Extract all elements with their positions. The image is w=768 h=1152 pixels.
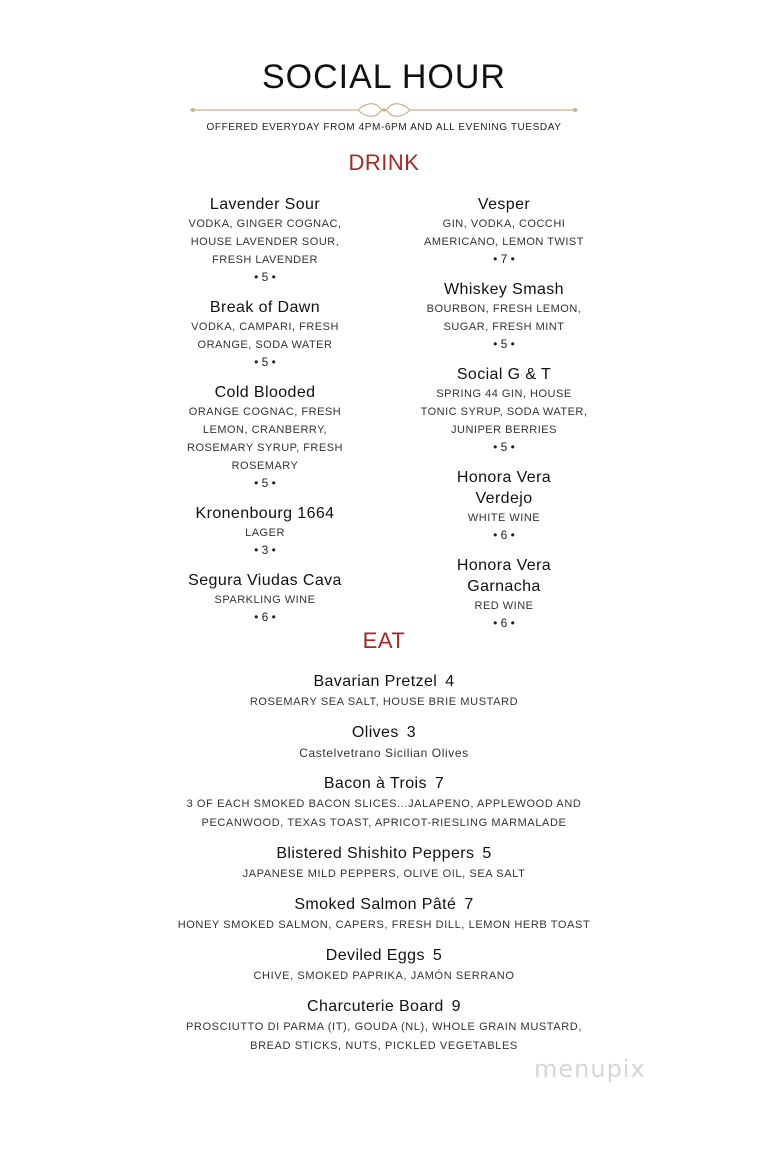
drink-item <box>384 555 624 631</box>
page-title: SOCIAL HOUR <box>261 58 506 96</box>
drink-item <box>384 364 624 455</box>
eat-item-price: 9 <box>451 998 461 1015</box>
drink-description: HOUSE LAVENDER SOUR, <box>190 236 340 248</box>
drink-column-right <box>384 194 624 643</box>
eat-item-price: 4 <box>445 673 455 690</box>
eat-item-title <box>0 774 768 794</box>
drink-name: Honora Vera <box>456 557 552 574</box>
eat-item-description: JAPANESE MILD PEPPERS, OLIVE OIL, SEA SALT <box>242 868 526 880</box>
eat-item-name: Bacon à Trois <box>323 775 427 792</box>
eat-item-description: PROSCIUTTO DI PARMA (IT), GOUDA (NL), WHOLE GRAIN MUSTARD, <box>186 1021 582 1033</box>
eat-item-description: Castelvetrano Sicilian Olives <box>299 746 469 760</box>
eat-item-name: Olives <box>351 724 399 741</box>
eat-list <box>0 672 768 1067</box>
drink-price: • 5 • <box>493 337 515 351</box>
drink-description: AMERICANO, LEMON TWIST <box>424 236 584 248</box>
drink-name: Verdejo <box>475 490 533 507</box>
eat-item-title <box>0 672 768 692</box>
drink-item <box>145 570 385 625</box>
eat-item <box>0 997 768 1055</box>
drink-item <box>384 467 624 543</box>
drink-description: LEMON, CRANBERRY, <box>202 424 328 436</box>
drink-description: GIN, VODKA, COCCHI <box>442 218 566 230</box>
eat-item-price: 7 <box>434 775 445 792</box>
drink-description: WHITE WINE <box>467 512 541 524</box>
eat-item-price: 7 <box>464 896 474 913</box>
drink-description: TONIC SYRUP, SODA WATER, <box>420 406 588 418</box>
drink-price: • 6 • <box>493 528 515 542</box>
eat-heading: EAT <box>362 628 406 653</box>
eat-item-price: 5 <box>482 845 492 862</box>
drink-item <box>145 503 385 558</box>
drink-description: FRESH LAVENDER <box>212 254 318 266</box>
drink-price: • 5 • <box>254 355 276 369</box>
drink-name: Break of Dawn <box>209 299 321 316</box>
drink-heading: DRINK <box>348 150 420 175</box>
eat-item-title <box>0 844 768 864</box>
drink-name: Garnacha <box>467 578 541 595</box>
drink-name: Whiskey Smash <box>444 281 564 298</box>
eat-item-name: Bavarian Pretzel <box>313 673 438 690</box>
drink-price: • 6 • <box>493 616 515 630</box>
drink-name: Social G & T <box>456 366 552 383</box>
hours-note: OFFERED EVERYDAY FROM 4PM-6PM AND ALL EVENING TUESDAY <box>206 122 562 133</box>
drink-item <box>384 194 624 267</box>
drink-description: ORANGE, SODA WATER <box>197 339 333 351</box>
drink-name: Lavender Sour <box>209 196 321 213</box>
eat-item <box>0 774 768 832</box>
drink-name: Kronenbourg 1664 <box>195 505 335 522</box>
drink-description: VODKA, GINGER COGNAC, <box>188 218 342 230</box>
drink-price: • 5 • <box>493 440 515 454</box>
drink-description: SPRING 44 GIN, HOUSE <box>436 388 572 400</box>
drink-name: Vesper <box>477 196 531 213</box>
watermark-logo: menupix <box>534 1055 646 1083</box>
eat-item <box>0 946 768 985</box>
eat-item-description: 3 OF EACH SMOKED BACON SLICES...JALAPENO, APPLEWOOD AND <box>186 798 582 810</box>
drink-description: JUNIPER BERRIES <box>451 424 557 436</box>
eat-item-description: ROSEMARY SEA SALT, HOUSE BRIE MUSTARD <box>249 696 519 708</box>
drink-description: VODKA, CAMPARI, FRESH <box>191 321 339 333</box>
drink-price: • 5 • <box>254 476 276 490</box>
eat-item-name: Blistered Shishito Peppers <box>276 845 475 862</box>
drink-column-left <box>145 194 385 637</box>
ornament-divider <box>190 100 578 120</box>
drink-name: Cold Blooded <box>214 384 316 401</box>
eat-item-title <box>0 946 768 966</box>
eat-item-name: Deviled Eggs <box>325 947 425 964</box>
drink-item <box>384 279 624 352</box>
eat-item <box>0 672 768 711</box>
drink-name: Honora Vera <box>456 469 552 486</box>
drink-description: SPARKLING WINE <box>214 594 316 606</box>
drink-description: BOURBON, FRESH LEMON, <box>426 303 582 315</box>
eat-item <box>0 844 768 883</box>
drink-name: Segura Viudas Cava <box>188 572 342 589</box>
drink-price: • 3 • <box>254 543 276 557</box>
eat-item-description: PECANWOOD, TEXAS TOAST, APRICOT-RIESLING MARMALADE <box>201 817 567 829</box>
eat-item-description: BREAD STICKS, NUTS, PICKLED VEGETABLES <box>250 1040 518 1052</box>
eat-item <box>0 723 768 762</box>
eat-item-name: Smoked Salmon Pâté <box>294 896 457 913</box>
eat-item-description: CHIVE, SMOKED PAPRIKA, JAMÓN SERRANO <box>253 970 515 982</box>
drink-price: • 5 • <box>254 270 276 284</box>
drink-description: ROSEMARY <box>231 460 299 472</box>
eat-item-name: Charcuterie Board <box>307 998 444 1015</box>
drink-item <box>145 382 385 491</box>
drink-item <box>145 297 385 370</box>
eat-item <box>0 895 768 934</box>
drink-description: RED WINE <box>474 600 534 612</box>
eat-item-description: HONEY SMOKED SALMON, CAPERS, FRESH DILL, LEMON HERB TOAST <box>177 919 591 931</box>
eat-item-price: 5 <box>432 947 443 964</box>
drink-description: LAGER <box>245 527 285 539</box>
eat-item-price: 3 <box>406 724 417 741</box>
drink-description: ORANGE COGNAC, FRESH <box>188 406 342 418</box>
eat-item-title <box>0 997 768 1017</box>
drink-item <box>145 194 385 285</box>
drink-price: • 7 • <box>493 252 515 266</box>
drink-description: ROSEMARY SYRUP, FRESH <box>187 442 343 454</box>
drink-price: • 6 • <box>254 610 276 624</box>
eat-item-title <box>0 723 768 743</box>
eat-item-title <box>0 895 768 915</box>
drink-description: SUGAR, FRESH MINT <box>443 321 565 333</box>
